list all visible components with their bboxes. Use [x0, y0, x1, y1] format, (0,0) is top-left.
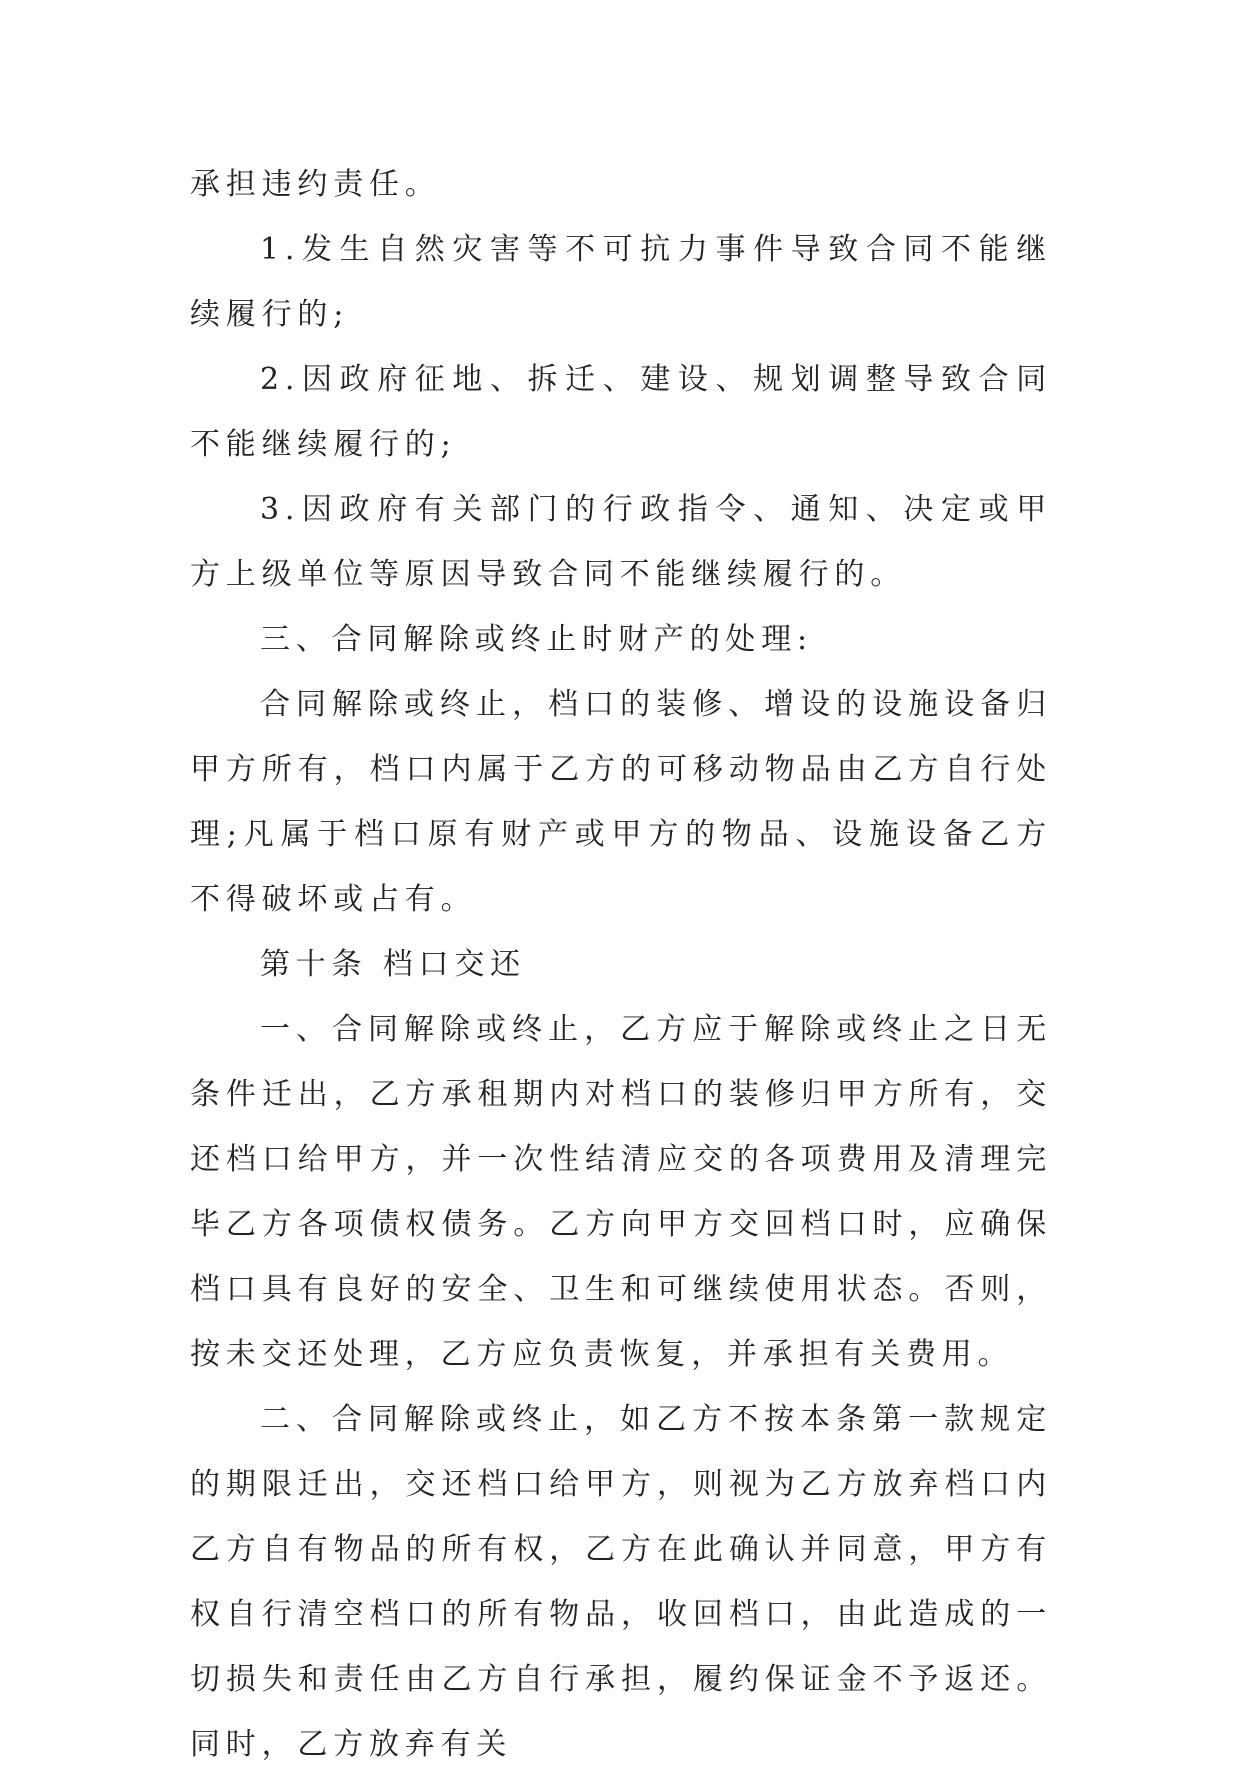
- clause-item-1: 1.发生自然灾害等不可抗力事件导致合同不能继续履行的;: [190, 232, 1052, 332]
- article-heading-10: 第十条 档口交还: [260, 947, 526, 982]
- contract-body-text: [190, 152, 1052, 1777]
- paragraph-continuation: 承担违约责任。: [190, 167, 441, 202]
- clause-item-3: 3.因政府有关部门的行政指令、通知、决定或甲方上级单位等原因导致合同不能继续履行的。: [190, 492, 1052, 592]
- clause-item-2: 2.因政府征地、拆迁、建设、规划调整导致合同不能继续履行的;: [190, 362, 1052, 462]
- paragraph-return-item-1: 一、合同解除或终止，乙方应于解除或终止之日无条件迁出，乙方承租期内对档口的装修归甲方所有，交还档口给甲方，并一次性结清应交的各项费用及清理完毕乙方各项债权债务。乙方向甲方交回档口时，应确保档口具有良好的安全、卫生和可继续使用状态。否则，按未交还处理，乙方应负责恢复，并承担有关费用。: [190, 1012, 1052, 1372]
- section-heading-property-handling: 三、合同解除或终止时财产的处理:: [260, 622, 813, 657]
- paragraph-property-handling: 合同解除或终止，档口的装修、增设的设施设备归甲方所有，档口内属于乙方的可移动物品由乙方自行处理;凡属于档口原有财产或甲方的物品、设施设备乙方不得破坏或占有。: [190, 687, 1052, 917]
- paragraph-return-item-2: 二、合同解除或终止，如乙方不按本条第一款规定的期限迁出，交还档口给甲方，则视为乙方放弃档口内乙方自有物品的所有权，乙方在此确认并同意，甲方有权自行清空档口的所有物品，收回档口，由此造成的一切损失和责任由乙方自行承担，履约保证金不予返还。 同时，乙方放弃有关: [190, 1402, 1052, 1762]
